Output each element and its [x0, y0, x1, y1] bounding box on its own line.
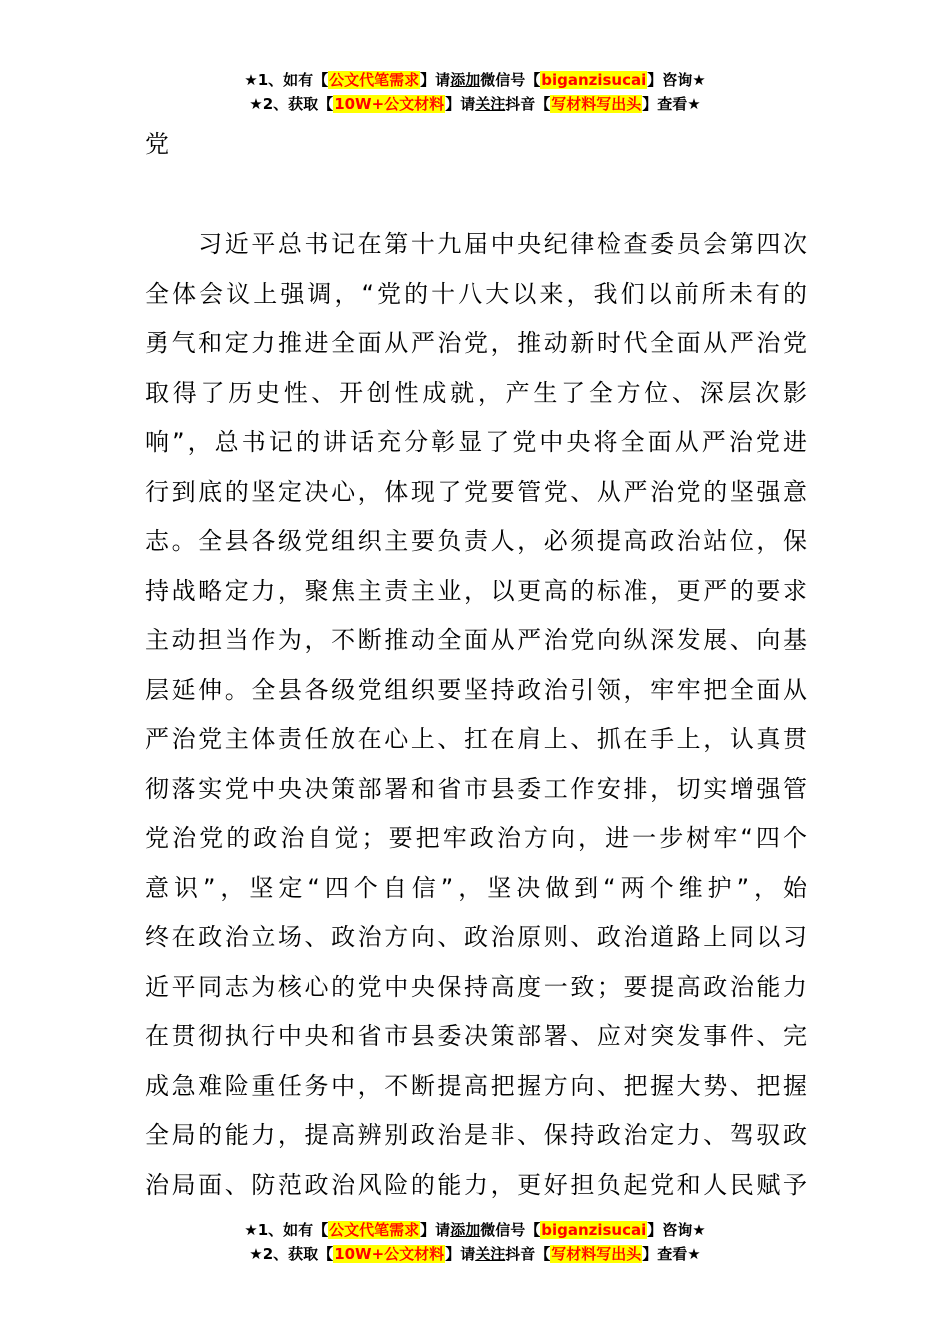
- notice-text: 】咨询★: [647, 71, 706, 89]
- notice-text: 】查看★: [642, 95, 701, 113]
- header-notice: [0, 68, 950, 116]
- highlight-wechat-id: biganzisucai: [541, 1221, 647, 1239]
- notice-text: ★1、如有【: [244, 71, 329, 89]
- footer-notice: [0, 1218, 950, 1266]
- notice-text: ★2、获取【: [249, 1245, 334, 1263]
- document-line: 勇气和定力推进全面从严治党，推动新时代全面从严治党: [145, 329, 807, 357]
- notice-line-2: [0, 92, 950, 116]
- notice-text: 抖音【: [505, 1245, 551, 1263]
- continued-text: 党: [145, 130, 169, 158]
- document-line: 严治党主体责任放在心上、扛在肩上、抓在手上，认真贯: [145, 725, 807, 753]
- highlight-wechat-id: biganzisucai: [541, 71, 647, 89]
- document-line: 习近平总书记在第十九届中央纪律检查委员会第四次: [145, 230, 807, 258]
- notice-text: 微信号【: [480, 1221, 541, 1239]
- document-line: 意识”，坚定“四个自信”，坚决做到“两个维护”，始: [145, 873, 807, 902]
- document-line: 治局面、防范政治风险的能力，更好担负起党和人民赋予: [145, 1170, 807, 1199]
- highlight-ghostwriting: 公文代笔需求: [329, 71, 420, 89]
- document-line: 全体会议上强调，“党的十八大以来，我们以前所未有的: [145, 279, 807, 308]
- highlight-ghostwriting: 公文代笔需求: [329, 1221, 420, 1239]
- notice-text: ★1、如有【: [244, 1221, 329, 1239]
- document-line: 终在政治立场、政治方向、政治原则、政治道路上同以习: [145, 923, 807, 951]
- document-line: 主动担当作为，不断推动全面从严治党向纵深发展、向基: [145, 626, 807, 654]
- notice-text: 】请: [420, 71, 451, 89]
- document-line: 成急难险重任务中，不断提高把握方向、把握大势、把握: [145, 1071, 807, 1100]
- notice-text: 】查看★: [642, 1245, 701, 1263]
- notice-text: 微信号【: [480, 71, 541, 89]
- notice-text: ★2、获取【: [249, 95, 334, 113]
- underlined-follow: 关注: [475, 1245, 506, 1263]
- highlight-materials: 10W+公文材料: [334, 95, 445, 113]
- document-line: 在贯彻执行中央和省市县委决策部署、应对突发事件、完: [145, 1022, 807, 1050]
- highlight-douyin-account: 写材料写出头: [551, 95, 642, 113]
- document-line: 全局的能力，提高辨别政治是非、保持政治定力、驾驭政: [145, 1121, 807, 1149]
- notice-line-2: [0, 1242, 950, 1266]
- underlined-follow: 关注: [475, 95, 506, 113]
- document-line: 持战略定力，聚焦主责主业，以更高的标准，更严的要求: [145, 576, 807, 605]
- notice-line-1: [0, 1218, 950, 1242]
- document-line: 彻落实党中央决策部署和省市县委工作安排，切实增强管: [145, 774, 807, 803]
- notice-text: 】请: [445, 95, 476, 113]
- notice-text: 抖音【: [505, 95, 551, 113]
- document-line: 层延伸。全县各级党组织要坚持政治引领，牢牢把全面从: [145, 675, 807, 704]
- notice-text: 】请: [420, 1221, 451, 1239]
- document-body: [145, 220, 807, 1210]
- document-line: 响”，总书记的讲话充分彰显了党中央将全面从严治党进: [145, 428, 807, 456]
- highlight-materials: 10W+公文材料: [334, 1245, 445, 1263]
- document-line: 行到底的坚定决心，体现了党要管党、从严治党的坚强意: [145, 477, 807, 506]
- underlined-add: 添加: [450, 71, 481, 89]
- notice-text: 】咨询★: [647, 1221, 706, 1239]
- document-line: 志。全县各级党组织主要负责人，必须提高政治站位，保: [145, 527, 807, 555]
- underlined-add: 添加: [450, 1221, 481, 1239]
- document-line: 党治党的政治自觉；要把牢政治方向，进一步树牢“四个: [145, 824, 807, 852]
- highlight-douyin-account: 写材料写出头: [551, 1245, 642, 1263]
- notice-text: 】请: [445, 1245, 476, 1263]
- document-line: 取得了历史性、开创性成就，产生了全方位、深层次影: [145, 378, 807, 407]
- document-line: 近平同志为核心的党中央保持高度一致；要提高政治能力: [145, 972, 807, 1001]
- notice-line-1: [0, 68, 950, 92]
